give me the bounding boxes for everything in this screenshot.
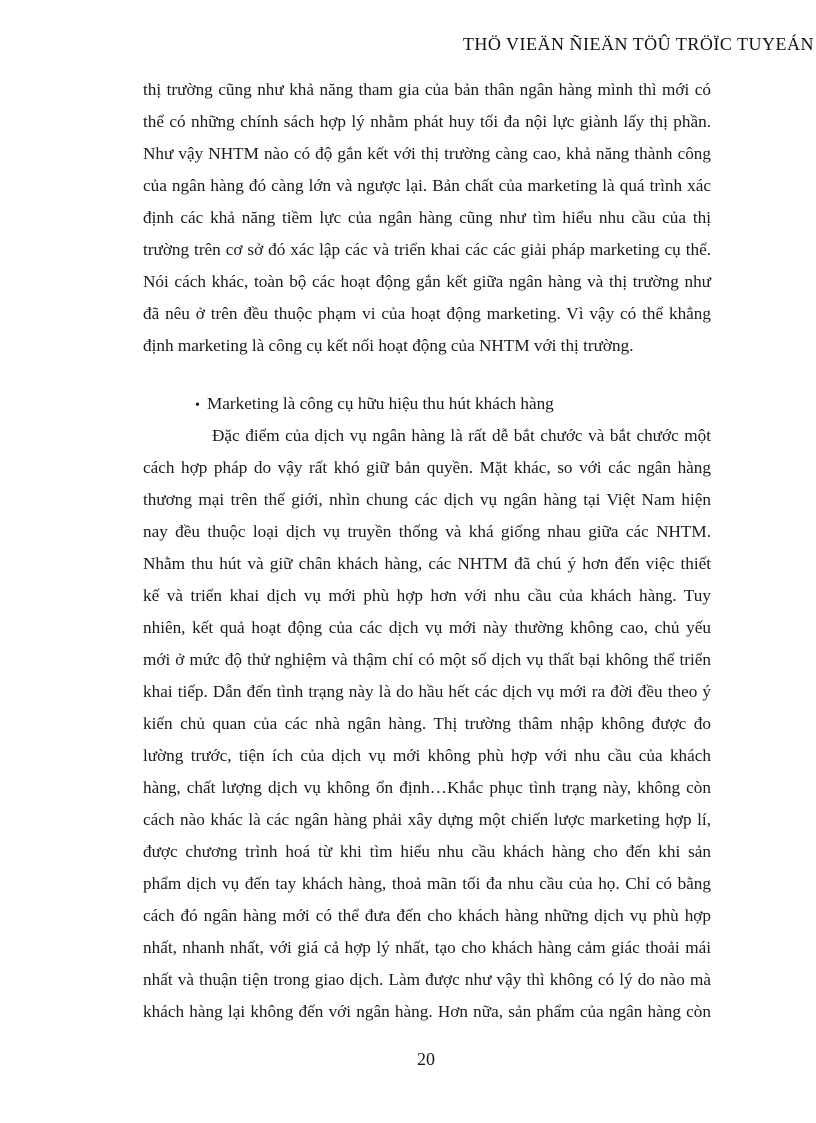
paragraph-1-line: trường trên cơ sở đó xác lập các và triển khai các các giải pháp marketing cụ thể. [143,240,711,259]
paragraph-2-line: cách nào khác là các ngân hàng phải xây dựng một chiến lược marketing hợp lí, [143,810,711,829]
page-header: THÖ VIEÄN ÑIEÄN TÖÛ TRÖÏC TUYEÁN [462,34,814,54]
paragraph-2-line: lường trước, tiện ích của dịch vụ mới không phù hợp với nhu cầu của khách [143,746,711,765]
paragraph-1-line: định các khả năng tiềm lực của ngân hàng cũng như tìm hiểu nhu cầu của thị [143,208,711,227]
bullet-text: Marketing là công cụ hữu hiệu thu hút khách hàng [207,394,554,413]
paragraph-gap [143,362,711,388]
paragraph-2-line: Nhằm thu hút và giữ chân khách hàng, các NHTM đã chú ý hơn đến việc thiết [143,554,711,573]
paragraph-1-line: Như vậy NHTM nào có độ gắn kết với thị trường càng cao, khả năng thành công [143,144,711,163]
bullet-icon: • [195,398,200,413]
paragraph-2-line: phẩm dịch vụ đến tay khách hàng, thoả mãn tối đa nhu cầu của họ. Chỉ có bằng [143,874,711,893]
page-content [143,74,711,1028]
paragraph-2-line: thương mại trên thế giới, nhìn chung các dịch vụ ngân hàng tại Việt Nam hiện [143,490,711,509]
paragraph-2-line: được chương trình hoá từ khi tìm hiểu nhu cầu khách hàng cho đến khi sản [143,842,711,861]
paragraph-1-line: thị trường cũng như khả năng tham gia của bản thân ngân hàng mình thì mới có [143,80,711,99]
paragraph-2-line: mới ở mức độ thử nghiệm và thậm chí có một số dịch vụ thất bại không thể triển [143,650,711,669]
paragraph-2-line: cách đó ngân hàng mới có thể đưa đến cho khách hàng những dịch vụ phù hợp [143,906,711,925]
paragraph-2-line: nhất và thuận tiện trong giao dịch. Làm được như vậy thì không có lý do nào mà [143,970,711,989]
paragraph-2-line: kế và triển khai dịch vụ mới phù hợp hơn với nhu cầu của khách hàng. Tuy [143,586,711,605]
paragraph-1-line: đã nêu ở trên đều thuộc phạm vi của hoạt động marketing. Vì vậy có thể khẳng [143,304,711,323]
paragraph-2-line: khai tiếp. Dẫn đến tình trạng này là do hầu hết các dịch vụ mới ra đời đều theo ý [143,682,711,701]
bullet-item [143,388,711,420]
paragraph-1 [143,74,711,362]
paragraph-2-line: nay đều thuộc loại dịch vụ truyền thống và khá giống nhau giữa các NHTM. [143,522,711,541]
paragraph-2 [143,420,711,1028]
paragraph-2-line: cách hợp pháp do vậy rất khó giữ bản quyền. Mặt khác, so với các ngân hàng [143,458,711,477]
page-number: 20 [417,1049,435,1069]
paragraph-2-line: hàng, chất lượng dịch vụ không ổn định…Khắc phục tình trạng này, không còn [143,778,711,797]
paragraph-1-line: của ngân hàng đó càng lớn và ngược lại. Bản chất của marketing là quá trình xác [143,176,711,195]
paragraph-2-line: nhất, nhanh nhất, với giá cả hợp lý nhất, tạo cho khách hàng cảm giác thoải mái [143,938,711,957]
paragraph-2-line: khách hàng lại không đến với ngân hàng. Hơn nữa, sản phẩm của ngân hàng còn [143,1002,711,1021]
paragraph-2-line: Đặc điểm của dịch vụ ngân hàng là rất dễ bắt chước và bắt chước một [212,426,711,445]
paragraph-1-line: Nói cách khác, toàn bộ các hoạt động gắn kết giữa ngân hàng và thị trường như [143,272,711,291]
paragraph-2-line: nhiên, kết quả hoạt động của các dịch vụ mới này thường không cao, chủ yếu [143,618,711,637]
paragraph-1-line: định marketing là công cụ kết nối hoạt động của NHTM với thị trường. [143,336,634,355]
paragraph-2-line: kiến chủ quan của các nhà ngân hàng. Thị trường thâm nhập không được đo [143,714,711,733]
paragraph-1-line: thể có những chính sách hợp lý nhằm phát huy tối đa nội lực giành lấy thị phần. [143,112,711,131]
